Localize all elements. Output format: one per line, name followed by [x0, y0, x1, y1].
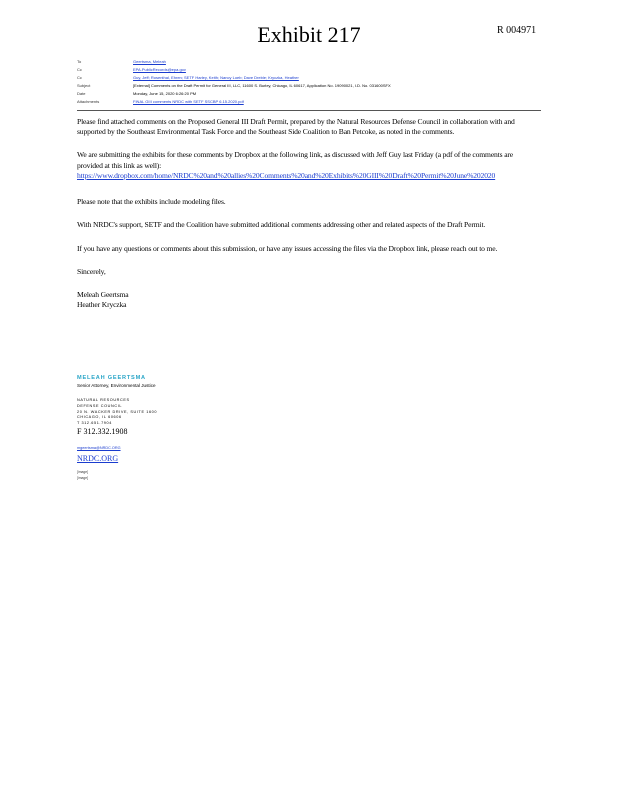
signature-footer — [77, 469, 277, 481]
header-row-to — [77, 58, 541, 66]
header-label: Cc — [77, 67, 82, 72]
email-signature — [77, 375, 277, 481]
signature-name: MELEAH GEERTSMA — [77, 375, 146, 381]
header-label: Date — [77, 91, 86, 96]
signer-name: Heather Kryczka — [77, 300, 127, 310]
body-paragraph — [77, 150, 537, 184]
closing-text: Sincerely, — [77, 266, 106, 276]
org-name-line: NATURAL RESOURCES — [77, 398, 130, 402]
attachment-link[interactable]: FINAL GIII comments NRDC with SETF SSCBP 6.15.2020.pdf — [133, 99, 244, 104]
signer-names — [77, 290, 537, 310]
signature-role: Senior Attorney, Environmental Justice — [77, 383, 156, 388]
body-paragraph: If you have any questions or comments about this submission, or have any issues accessing the files via the Dropbox link, please reach out to me. — [77, 243, 498, 253]
dropbox-link[interactable]: https://www.dropbox.com/home/NRDC%20and%20allies%20Comments%20and%20Exhibits%20GIII%20Draft%20Permit%20June%202020 — [77, 170, 496, 180]
header-label: Cc — [77, 75, 82, 80]
subject-text: [External] Comments on the Draft Permit for General III, LLC, 11600 S. Burley, Chicago, IL 60617, Application No. 19090021, I.D. No. 031600SFX — [133, 83, 391, 88]
header-row-cc-2 — [77, 74, 541, 82]
header-label: To — [77, 59, 82, 64]
footer-image-placeholder: [image] — [77, 475, 89, 480]
body-paragraph: With NRDC's support, SETF and the Coalition have submitted additional comments addressing other and related aspects of the Draft Permit. — [77, 220, 486, 230]
footer-image-placeholder: [image] — [77, 469, 89, 474]
org-fax: F 312.332.1908 — [77, 426, 128, 436]
org-address: 20 N. WACKER DRIVE, SUITE 1600 — [77, 409, 158, 414]
cc-recipients-link[interactable]: Guy, Jeff; Rosenthal, Ehren; SETF Harley, Keith; Nancy Loeb; Dave Dreble; Kryczka, Heather — [133, 75, 299, 80]
header-label: Attachments — [77, 99, 100, 104]
date-text: Monday, June 15, 2020 6:26:20 PM — [133, 91, 197, 96]
record-id: R 004971 — [497, 25, 537, 36]
signature-website-link[interactable]: NRDC.ORG — [77, 453, 119, 463]
body-paragraph: Please note that the exhibits include modeling files. — [77, 197, 226, 207]
email-header — [77, 58, 541, 106]
to-recipient-link[interactable]: Geertsma, Meleah — [133, 59, 166, 64]
header-row-cc — [77, 66, 541, 74]
org-phone: T 312.651.7904 — [77, 421, 112, 426]
org-city: CHICAGO, IL 60606 — [77, 415, 122, 420]
signature-org-block — [77, 398, 277, 427]
signature-email-link[interactable]: mgeertsma@NRDC.ORG — [77, 445, 121, 450]
cc-recipient-link[interactable]: EPA.PublicRecords@epa.gov — [133, 67, 186, 72]
header-divider — [77, 110, 541, 111]
header-row-date — [77, 90, 541, 98]
header-label: Subject — [77, 83, 91, 88]
dropbox-intro-text: We are submitting the exhibits for these comments by Dropbox at the following link, as discussed with Jeff Guy last Friday (a pdf of the comments are provided at this link as well): — [77, 150, 514, 170]
body-paragraph: Please find attached comments on the Proposed General III Draft Permit, prepared by the Natural Resources Defense Council in collaboration with and supported by the Southeast Environmental Task Force and the Southeast Side Coalition to Ban Petcoke, as noted in the comments. — [77, 117, 515, 137]
exhibit-title: Exhibit 217 — [257, 22, 361, 47]
email-body — [77, 117, 537, 327]
signer-name: Meleah Geertsma — [77, 290, 129, 300]
header-row-attachments — [77, 98, 541, 106]
header-row-subject — [77, 82, 541, 90]
org-name-line: DEFENSE COUNCIL — [77, 403, 123, 408]
